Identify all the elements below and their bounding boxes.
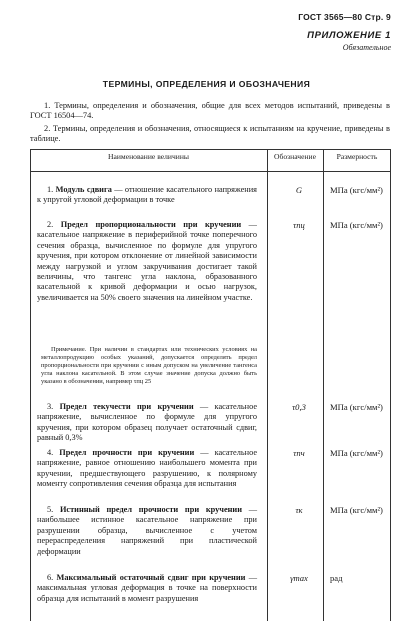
row-number: 3. [47, 402, 54, 411]
table-note [41, 346, 257, 386]
table-header-unit: Размерность [336, 152, 378, 161]
table-header-border [30, 171, 391, 172]
row-symbol: τ0,3 [292, 402, 306, 412]
row-definition: — касательное напряжение, равное отношению наибольшего момента при кручении, предшествующего разрушению, к полярному моменту сопротивления сечения образца для испытания [37, 448, 258, 489]
row-number: 1. [47, 185, 54, 194]
row-symbol: τпч [293, 448, 305, 458]
table-row-name [37, 573, 257, 604]
running-head: ГОСТ 3565—80 Стр. 9 [298, 12, 391, 22]
table-row-name [37, 220, 257, 303]
row-symbol: G [295, 185, 303, 195]
table-column-divider [267, 149, 268, 621]
row-definition: — касательное напряжение в периферийной точке поперечного сечения образца, вычисленное по формуле для упругого кручения, при котором отклонение от линейной зависимости между нагрузкой и углом закручивания достигает такой величины, что тангенс угла наклона, образованного касательной к кривой деформации и осью нагрузок, увеличивается на 50% своего значения на линейном участке. [37, 220, 257, 302]
row-unit: МПа (кгс/мм²) [330, 220, 383, 230]
row-symbol: τк [295, 505, 303, 515]
row-definition: — наибольшее истинное касательное напряжение при разрушении образца, вычисленное с учетом перераспределения напряжений при пластической деформации [37, 505, 258, 556]
row-definition: — отношение касательного напряжения к упругой угловой деформации в точке [37, 185, 257, 205]
table-row-name [37, 448, 257, 490]
row-term: Предел текучести при кручении [59, 402, 194, 411]
row-unit: МПа (кгс/мм²) [330, 505, 383, 515]
row-symbol: γmax [290, 573, 308, 583]
row-unit: рад [330, 573, 343, 583]
row-term: Предел прочности при кручении [59, 448, 195, 457]
row-term: Модуль сдвига [55, 185, 112, 194]
row-number: 2. [47, 220, 54, 229]
paragraph-2: 2. Термины, определения и обозначения, относящиеся к испытаниям на кручение, приведены в таблице. [30, 124, 390, 144]
row-term: Максимальный остаточный сдвиг при кручении [56, 573, 246, 582]
row-number: 5. [47, 505, 54, 514]
row-symbol: τпц [293, 220, 305, 230]
appendix-title: ПРИЛОЖЕНИЕ 1 [307, 30, 391, 41]
row-definition: — максимальная угловая деформация в точке на поверхности образца для испытаний в момент разрушения [37, 573, 257, 603]
table-header-name: Наименование величины [107, 152, 190, 161]
row-number: 4. [47, 448, 54, 457]
section-title: ТЕРМИНЫ, ОПРЕДЕЛЕНИЯ И ОБОЗНАЧЕНИЯ [102, 79, 311, 89]
table-top-border [30, 149, 391, 150]
paragraph-1: 1. Термины, определения и обозначения, общие для всех методов испытаний, приведены в ГОСТ 16504—74. [30, 101, 390, 121]
table-header-symbol: Обозначение [274, 152, 316, 161]
table-row-name [37, 402, 257, 444]
row-unit: МПа (кгс/мм²) [330, 402, 383, 412]
table-column-divider [323, 149, 324, 621]
row-term: Предел пропорциональности при кручении [60, 220, 242, 229]
table-row-name [37, 505, 257, 557]
table-row-name [37, 185, 257, 206]
table-left-border [30, 149, 31, 621]
row-unit: МПа (кгс/мм²) [330, 448, 383, 458]
row-number: 6. [47, 573, 54, 582]
row-term: Истинный предел прочности при кручении [59, 505, 242, 514]
note-text: Примечание. При наличии в стандартах или технических условиях на металлопродукцию особых указаний, допускается определять предел пропорциональности при кручении с иным допуском на увеличение тангенса угла наклона касательной. В этом случае значение допуска должно быть указано в обозначении, например τпц 25 [41, 346, 257, 386]
row-unit: МПа (кгс/мм²) [330, 185, 383, 195]
row-definition: — касательное напряжение, вычисленное по формуле для упругого кручения, при котором образец получает остаточный сдвиг, равный 0,3% [37, 402, 258, 443]
appendix-note: Обязательное [342, 43, 391, 52]
